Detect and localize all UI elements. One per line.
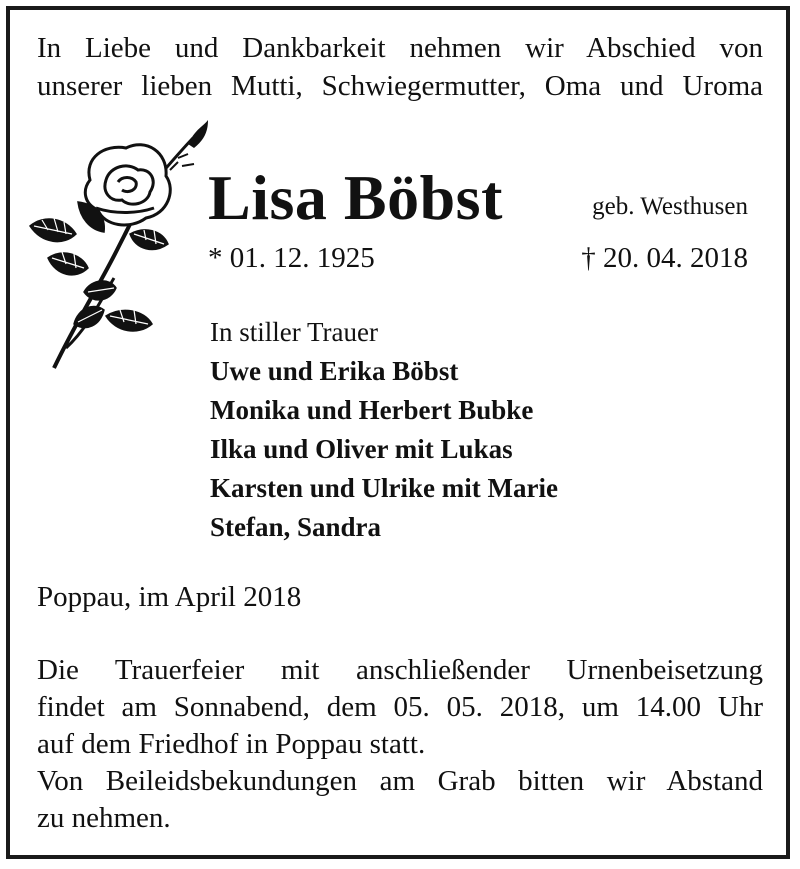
mourners-heading: In stiller Trauer: [210, 317, 378, 347]
place-and-date: Poppau, im April 2018: [37, 581, 302, 613]
mourner-name: Karsten und Ulrike mit Marie: [210, 473, 558, 503]
mourner-name: Uwe und Erika Böbst: [210, 356, 459, 386]
notice-line-4: Von Beileidsbekundungen am Grab bitten wir Abstand: [37, 765, 763, 797]
mourner-name: Ilka und Oliver mit Lukas: [210, 434, 513, 464]
rose-icon: [18, 118, 218, 378]
notice-line-3: auf dem Friedhof in Poppau statt.: [37, 728, 426, 760]
notice-line-5: zu nehmen.: [37, 802, 171, 834]
deceased-name-row: [208, 160, 748, 235]
birth-date: * 01. 12. 1925: [208, 242, 375, 274]
mourner-name: Stefan, Sandra: [210, 512, 382, 542]
notice-line-2: findet am Sonnabend, dem 05. 05. 2018, um 14.00 Uhr: [37, 691, 763, 723]
intro-text: [37, 29, 763, 105]
intro-line-2: unserer lieben Mutti, Schwiegermutter, Oma und Uroma: [37, 70, 763, 102]
notice-line-1: Die Trauerfeier mit anschließender Urnenbeisetzung: [37, 654, 763, 686]
intro-line-1: In Liebe und Dankbarkeit nehmen wir Abschied von: [37, 32, 763, 64]
maiden-name: geb. Westhusen: [592, 193, 748, 220]
mourners-block: [210, 313, 558, 547]
deceased-name: Lisa Böbst: [208, 162, 503, 233]
death-date: † 20. 04. 2018: [581, 242, 748, 274]
funeral-notice: [37, 652, 763, 837]
life-dates: [208, 240, 748, 276]
mourner-name: Monika und Herbert Bubke: [210, 395, 534, 425]
